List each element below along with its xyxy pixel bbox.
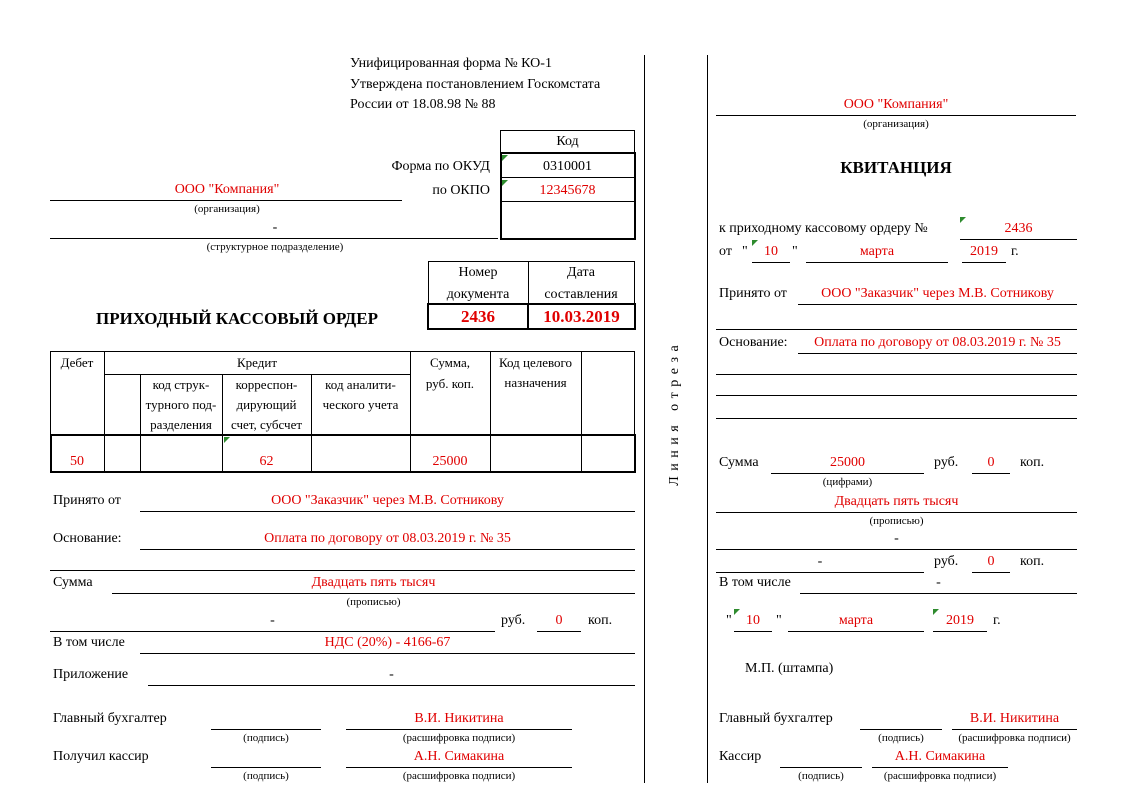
receipt-accepted-label: Принято от xyxy=(719,286,787,301)
attachment-label: Приложение xyxy=(53,667,129,682)
corr-account-value[interactable]: 62 xyxy=(259,454,274,469)
receipt-title: КВИТАНЦИЯ xyxy=(840,158,952,177)
organization-name[interactable]: ООО "Компания" xyxy=(174,182,280,197)
receipt-cashier-name[interactable]: А.Н. Симакина xyxy=(894,749,986,764)
receipt-year-suffix: г. xyxy=(1011,244,1019,259)
receipt-sum-words-line3[interactable]: - xyxy=(817,554,823,569)
sum-in-words[interactable]: Двадцать пять тысяч xyxy=(311,575,436,590)
receipt-month[interactable]: марта xyxy=(859,244,895,259)
cashier-label: Получил кассир xyxy=(53,749,149,764)
chief-signature-caption: (подпись) xyxy=(243,732,289,744)
cut-divider-right xyxy=(707,55,708,783)
receipt-kop-label-2: коп. xyxy=(1020,554,1045,569)
receipt-chief-signature-line[interactable] xyxy=(860,729,942,730)
receipt-date2-year-suffix: г. xyxy=(993,613,1001,628)
sum-header-2: руб. коп. xyxy=(425,376,475,391)
receipt-chief-name[interactable]: В.И. Никитина xyxy=(969,711,1060,726)
receipt-kop-value[interactable]: 0 xyxy=(987,455,995,470)
okud-label: Форма по ОКУД xyxy=(391,159,490,174)
purpose-header-1: Код целевого xyxy=(498,355,573,370)
receipt-year[interactable]: 2019 xyxy=(970,244,998,259)
receipt-sum-words[interactable]: Двадцать пять тысяч xyxy=(834,494,959,509)
okpo-value[interactable]: 12345678 xyxy=(539,183,596,198)
cashier-decode-caption: (расшифровка подписи) xyxy=(402,770,516,782)
corr-account-header-3: счет, субсчет xyxy=(230,417,303,432)
receipt-words-caption: (прописью) xyxy=(869,515,924,527)
receipt-quote-close: " xyxy=(792,244,798,259)
receipt-to-order-label: к приходному кассовому ордеру № xyxy=(719,221,928,236)
rub-label: руб. xyxy=(501,613,526,628)
receipt-chief-decode-caption: (расшифровка подписи) xyxy=(958,732,1071,744)
receipt-date2-day[interactable]: 10 xyxy=(746,613,760,628)
subdiv-code-header-3: разделения xyxy=(150,417,212,432)
doc-number-header-1: Номер xyxy=(458,265,498,280)
kop-value[interactable]: 0 xyxy=(555,613,563,628)
chief-signature-line[interactable] xyxy=(211,729,321,730)
receipt-cashier-signature-caption: (подпись) xyxy=(798,770,844,782)
basis-value[interactable]: Оплата по договору от 08.03.2019 г. № 35 xyxy=(264,531,511,546)
order-date[interactable]: 10.03.2019 xyxy=(543,307,620,326)
sum-value[interactable]: 25000 xyxy=(432,454,468,469)
purpose-header-2: назначения xyxy=(504,375,567,390)
subdiv-code-header-2: турного под- xyxy=(145,397,217,412)
subdiv-code-header-1: код струк- xyxy=(152,377,210,392)
corr-account-header-1: корреспон- xyxy=(235,377,298,392)
credit-header: Кредит xyxy=(236,355,278,370)
receipt-from-label: от xyxy=(719,244,732,259)
date-header-2: составления xyxy=(544,287,618,302)
receipt-organization-name[interactable]: ООО "Компания" xyxy=(843,97,949,112)
attachment-value[interactable]: - xyxy=(389,667,394,682)
subdivision-value[interactable]: - xyxy=(272,220,278,235)
receipt-including-label: В том числе xyxy=(719,575,791,590)
chief-accountant-name[interactable]: В.И. Никитина xyxy=(414,711,504,726)
receipt-basis-value[interactable]: Оплата по договору от 08.03.2019 г. № 35 xyxy=(814,335,1061,350)
form-approval-line2: Утверждена постановлением Госкомстата xyxy=(350,77,601,92)
analytic-header-2: ческого учета xyxy=(322,397,399,412)
receipt-cashier-signature-line[interactable] xyxy=(780,767,862,768)
receipt-quote-open: " xyxy=(742,244,748,259)
sum-words-line2[interactable]: - xyxy=(270,613,275,628)
cashier-signature-caption: (подпись) xyxy=(243,770,289,782)
receipt-rub-label: руб. xyxy=(934,455,959,470)
receipt-kop-value-2[interactable]: 0 xyxy=(987,554,995,569)
including-label: В том числе xyxy=(53,635,125,650)
receipt-date2-quote-close: " xyxy=(776,613,782,628)
order-number[interactable]: 2436 xyxy=(461,307,495,326)
accepted-from-label: Принято от xyxy=(53,493,121,508)
doc-number-header-2: документа xyxy=(446,287,510,302)
receipt-sum-value[interactable]: 25000 xyxy=(830,455,865,470)
receipt-order-number[interactable]: 2436 xyxy=(1004,221,1033,236)
cashier-name[interactable]: А.Н. Симакина xyxy=(413,749,505,764)
corr-account-header-2: дирующий xyxy=(236,397,297,412)
receipt-organization-caption: (организация) xyxy=(863,118,929,130)
cut-divider-left xyxy=(644,55,645,783)
receipt-cashier-decode-caption: (расшифровка подписи) xyxy=(883,770,997,782)
accepted-from-value[interactable]: ООО "Заказчик" через М.В. Сотникову xyxy=(271,493,504,508)
order-title: ПРИХОДНЫЙ КАССОВЫЙ ОРДЕР xyxy=(96,309,378,328)
receipt-date2-month[interactable]: марта xyxy=(838,613,874,628)
okpo-label: по ОКПО xyxy=(432,183,490,198)
date-header-1: Дата xyxy=(567,265,595,280)
sum-header-1: Сумма, xyxy=(429,355,471,370)
receipt-sum-label: Сумма xyxy=(719,455,759,470)
receipt-chief-signature-caption: (подпись) xyxy=(878,732,924,744)
form-approval-line3: России от 18.08.98 № 88 xyxy=(350,97,496,112)
receipt-digits-caption: (цифрами) xyxy=(822,476,873,488)
receipt-kop-label: коп. xyxy=(1020,455,1045,470)
receipt-stamp-place: М.П. (штампа) xyxy=(745,661,834,676)
form-code-line1: Унифицированная форма № КО-1 xyxy=(350,56,552,71)
receipt-date2-quote-open: " xyxy=(726,613,732,628)
analytic-header-1: код аналити- xyxy=(325,377,396,392)
sum-words-caption: (прописью) xyxy=(346,596,401,608)
cut-line-label: Л и н и я о т р е з а xyxy=(667,344,682,486)
cashier-signature-line[interactable] xyxy=(211,767,321,768)
debit-header: Дебет xyxy=(60,355,94,370)
receipt-cashier-label: Кассир xyxy=(719,749,762,764)
receipt-chief-label: Главный бухгалтер xyxy=(719,711,833,726)
receipt-accepted-value[interactable]: ООО "Заказчик" через М.В. Сотникову xyxy=(821,286,1054,301)
okud-value: 0310001 xyxy=(543,159,592,174)
debit-value[interactable]: 50 xyxy=(70,454,84,469)
sum-label: Сумма xyxy=(53,575,93,590)
receipt-day[interactable]: 10 xyxy=(764,244,778,259)
organization-caption: (организация) xyxy=(194,203,260,215)
chief-decode-caption: (расшифровка подписи) xyxy=(402,732,516,744)
kod-header: Код xyxy=(556,134,579,149)
receipt-date2-year[interactable]: 2019 xyxy=(946,613,974,628)
including-value[interactable]: НДС (20%) - 4166-67 xyxy=(324,635,451,650)
basis-label: Основание: xyxy=(53,531,122,546)
receipt-basis-label: Основание: xyxy=(719,335,788,350)
receipt-including-value[interactable]: - xyxy=(936,575,941,590)
receipt-rub-label-2: руб. xyxy=(934,554,959,569)
subdivision-caption: (структурное подразделение) xyxy=(206,241,344,253)
chief-accountant-label: Главный бухгалтер xyxy=(53,711,167,726)
receipt-sum-words-line2[interactable]: - xyxy=(894,531,899,546)
kop-label: коп. xyxy=(588,613,613,628)
